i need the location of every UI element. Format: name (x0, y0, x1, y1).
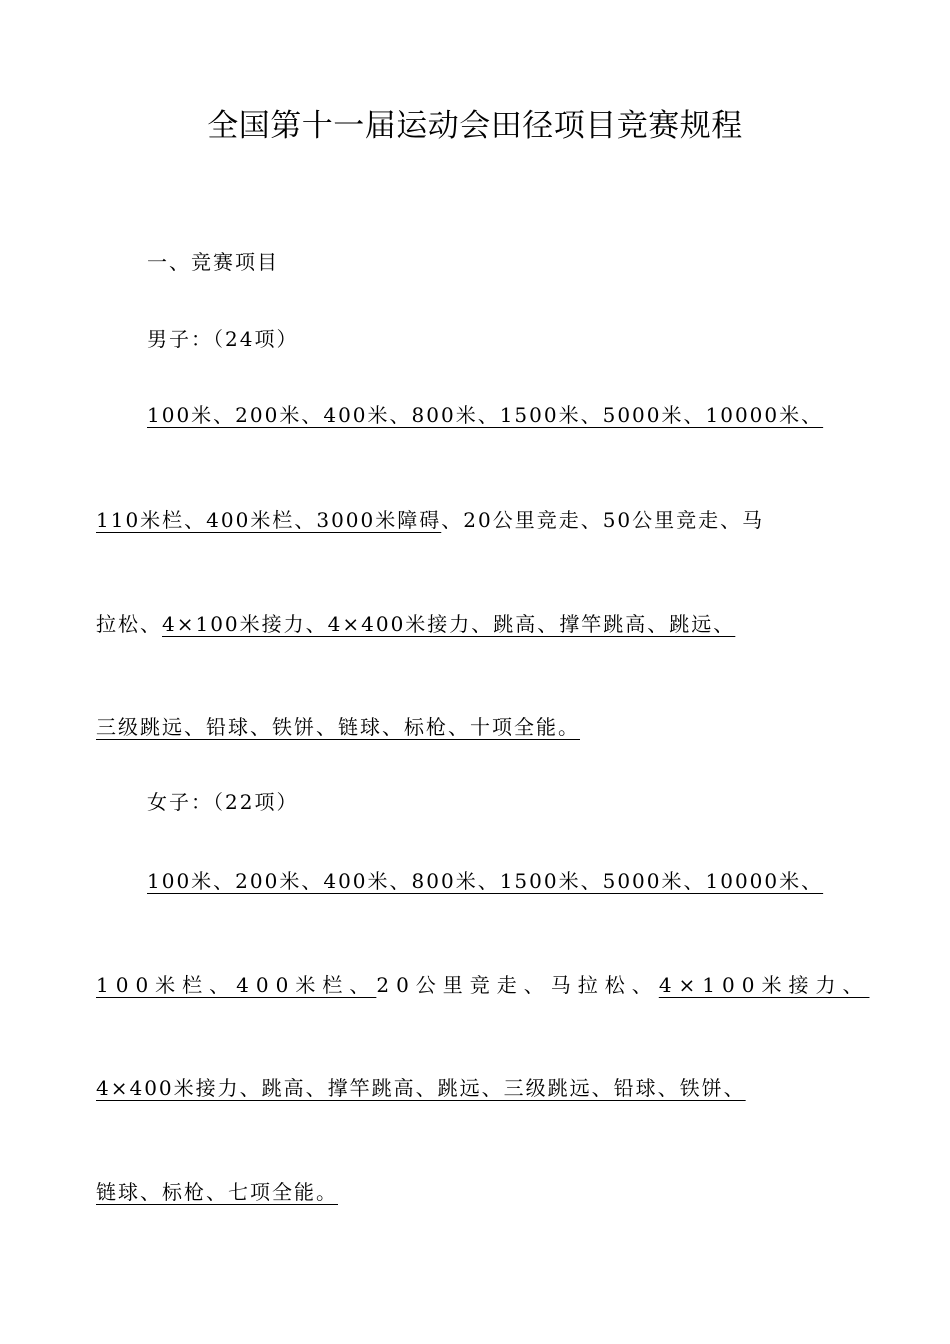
women-events-line-4 (96, 1180, 896, 1204)
men-events-line-3-plain: 拉松、 (96, 612, 162, 636)
men-events-line-1-text: 100米、200米、400米、800米、1500米、5000米、10000米、 (147, 403, 824, 427)
women-events-line-4-text: 链球、标枪、七项全能。 (96, 1180, 338, 1204)
men-events-line-4-text: 三级跳远、铅球、铁饼、链球、标枪、十项全能。 (96, 715, 580, 739)
men-events-line-1 (147, 403, 947, 427)
section-heading: 一、竞赛项目 (147, 250, 279, 274)
document-title: 全国第十一届运动会田径项目竞赛规程 (207, 108, 743, 144)
women-events-line-2-plain: 20公里竞走、马拉松、 (376, 973, 659, 997)
men-events-line-3 (96, 612, 896, 636)
men-events-line-2-underlined: 110米栏、400米栏、3000米障碍 (96, 508, 442, 532)
men-events-line-3-underlined: 4×100米接力、4×400米接力、跳高、撑竿跳高、跳远、 (162, 612, 736, 636)
women-heading: 女子：（22项） (147, 790, 299, 814)
men-events-line-2 (96, 508, 896, 532)
women-events-line-1-text: 100米、200米、400米、800米、1500米、5000米、10000米、 (147, 869, 824, 893)
women-events-line-2-underlined-end: 4×100米接力、 (658, 973, 870, 997)
women-events-line-2 (96, 973, 896, 997)
women-events-line-2-underlined: 100米栏、400米栏、 (96, 973, 377, 997)
women-events-line-3 (96, 1076, 896, 1100)
women-events-line-1 (147, 869, 947, 893)
men-events-line-4 (96, 715, 896, 739)
men-heading: 男子：（24项） (147, 327, 299, 351)
women-events-line-3-text: 4×400米接力、跳高、撑竿跳高、跳远、三级跳远、铅球、铁饼、 (96, 1076, 746, 1100)
men-events-line-2-plain: 、20公里竞走、50公里竞走、马 (441, 508, 765, 532)
